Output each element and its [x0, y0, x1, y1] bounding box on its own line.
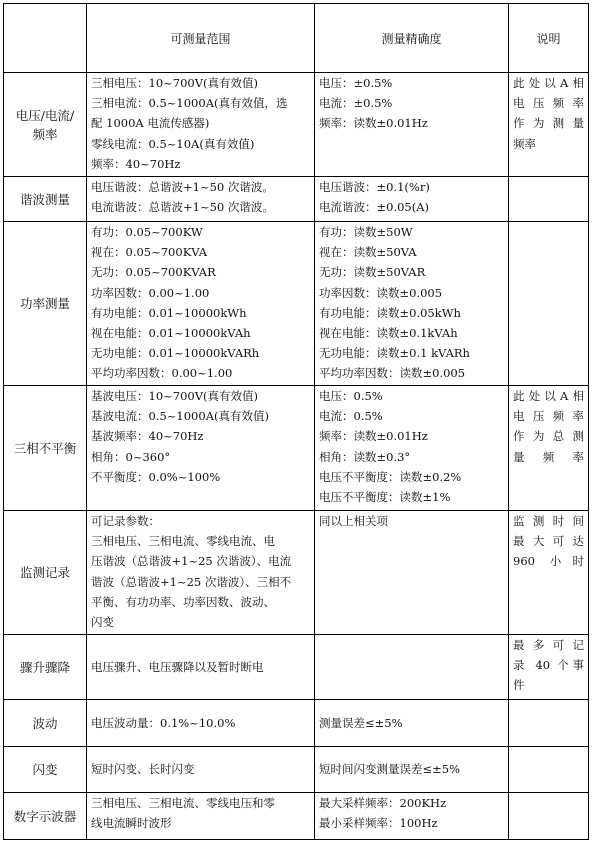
row-note — [509, 635, 589, 700]
accuracy-line: 同以上相关项 — [319, 514, 388, 528]
category_lines-line: 波动 — [32, 715, 58, 731]
row-range — [87, 700, 315, 747]
row-range — [87, 747, 315, 793]
range-line: 频率：40~70Hz — [91, 156, 181, 171]
range-line: 短时闪变、长时闪变 — [91, 762, 195, 777]
row-accuracy — [315, 793, 509, 840]
row-note — [509, 511, 589, 635]
category_lines-line: 监测记录 — [19, 565, 70, 580]
row-note — [509, 177, 589, 222]
row-category — [4, 222, 87, 386]
accuracy-line: 电压：±0.5% — [319, 76, 393, 90]
accuracy-line: 无功：读数±50VAR — [319, 265, 426, 280]
note-line: 频率 — [513, 136, 536, 151]
accuracy-line: 最小采样频率：100Hz — [319, 816, 438, 831]
row-range — [87, 386, 315, 511]
note-line: 最大可达 — [513, 534, 584, 549]
row-accuracy — [315, 386, 509, 511]
table-row — [4, 222, 589, 386]
category_lines-line: 谐波测量 — [19, 191, 70, 207]
row-note — [509, 386, 589, 511]
row-accuracy — [315, 700, 509, 747]
accuracy-line: 电压不平衡度：读数±1% — [319, 490, 451, 505]
range-line: 有功：0.05~700KW — [91, 225, 203, 239]
accuracy-line: 有功：读数±50W — [319, 225, 413, 239]
accuracy-line: 视在：读数±50VA — [319, 245, 417, 260]
accuracy-line: 电压不平衡度：读数±0.2% — [319, 469, 462, 484]
table-row — [4, 793, 589, 840]
range-line: 功率因数：0.00~1.00 — [91, 285, 210, 300]
accuracy-line: 电压谐波：±0.1(%r) — [319, 180, 430, 194]
range-line: 基波频率：40~70Hz — [91, 429, 204, 444]
category_lines-line: 数字示波器 — [13, 808, 77, 824]
row-range — [87, 177, 315, 222]
range-line: 电压波动量：0.1%~10.0% — [91, 715, 236, 730]
accuracy-line: 电流：±0.5% — [319, 96, 393, 111]
accuracy-line: 有功电能：读数±0.05kWh — [319, 305, 461, 320]
table-row — [4, 386, 589, 511]
range-line: 平均功率因数：0.00~1.00 — [91, 366, 233, 381]
accuracy-line: 频率：读数±0.01Hz — [319, 116, 428, 131]
table-row — [4, 511, 589, 635]
row-range — [87, 222, 315, 386]
row-range — [87, 511, 315, 635]
row-accuracy — [315, 73, 509, 177]
header-accuracy: 测量精确度 — [315, 4, 509, 73]
accuracy-line: 相角：读数±0.3° — [319, 449, 411, 464]
row-note — [509, 793, 589, 840]
range-line: 电压骤升、电压骤降以及暂时断电 — [91, 659, 264, 674]
table-row — [4, 635, 589, 700]
row-category — [4, 793, 87, 840]
row-category — [4, 511, 87, 635]
note-line: 此处以A相 — [513, 76, 584, 90]
note-line: 960 小时 — [513, 554, 584, 569]
note-line: 此处以A相 — [513, 389, 584, 403]
row-category — [4, 177, 87, 222]
range-line: 可记录参数： — [91, 514, 160, 528]
range-line: 电流谐波：总谐波+1~50 次谐波。 — [91, 200, 274, 215]
accuracy-line: 视在电能：读数±0.1kVAh — [319, 326, 458, 341]
accuracy-line: 无功电能：读数±0.1 kVARh — [319, 346, 470, 361]
range-line: 视在电能：0.01~10000kVAh — [91, 326, 251, 341]
row-accuracy — [315, 747, 509, 793]
range-line: 视在：0.05~700KVA — [91, 245, 208, 260]
note-line: 最多可记 — [513, 638, 584, 652]
range-line: 电压谐波：总谐波+1~50 次谐波。 — [91, 180, 274, 194]
row-note — [509, 222, 589, 386]
category_lines-line: 闪变 — [32, 762, 58, 777]
table-row — [4, 700, 589, 747]
accuracy-line: 功率因数：读数±0.005 — [319, 285, 443, 300]
row-accuracy — [315, 177, 509, 222]
row-category — [4, 700, 87, 747]
range-line: 压谐波（总谐波+1~25 次谐波）、电流 — [91, 554, 292, 569]
range-line: 基波电压：10~700V(真有效值) — [91, 389, 258, 403]
note-line: 作为测量 — [513, 116, 584, 131]
range-line: 不平衡度：0.0%~100% — [91, 469, 221, 484]
header-note: 说明 — [509, 4, 589, 73]
range-line: 三相电流：0.5~1000A(真有效值，选 — [91, 96, 288, 111]
table-row — [4, 177, 589, 222]
row-range — [87, 635, 315, 700]
range-line: 线电流瞬时波形 — [91, 816, 172, 831]
range-line: 无功电能：0.01~10000kVARh — [91, 346, 260, 361]
accuracy-line: 测量误差≤±5% — [319, 715, 403, 730]
accuracy-line: 电压：0.5% — [319, 389, 383, 403]
range-line: 无功：0.05~700KVAR — [91, 265, 216, 280]
range-line: 谐波（总谐波+1~25 次谐波）、三相不 — [91, 574, 292, 589]
header-row — [4, 4, 589, 73]
accuracy-line: 电流：0.5% — [319, 409, 383, 424]
category_lines-line: 功率测量 — [19, 296, 70, 311]
note-line: 量频率 — [513, 449, 584, 464]
accuracy-line: 频率：读数±0.01Hz — [319, 429, 428, 444]
accuracy-line: 电流谐波：±0.05(A) — [319, 200, 430, 215]
range-line: 平衡、有功功率、功率因数、波动、 — [91, 594, 275, 609]
row-accuracy — [315, 635, 509, 700]
note-line: 作为总测 — [513, 429, 584, 444]
note-line: 电压频率 — [513, 409, 584, 424]
accuracy-line: 平均功率因数：读数±0.005 — [319, 366, 466, 381]
row-range — [87, 793, 315, 840]
row-category — [4, 386, 87, 511]
range-line: 三相电压、三相电流、零线电流、电 — [91, 534, 275, 549]
row-category — [4, 635, 87, 700]
spec-table — [3, 3, 589, 840]
range-line: 三相电压、三相电流、零线电压和零 — [91, 796, 275, 810]
range-line: 有功电能：0.01~10000kWh — [91, 305, 247, 320]
row-accuracy — [315, 222, 509, 386]
row-range — [87, 73, 315, 177]
range-line: 三相电压：10~700V(真有效值) — [91, 76, 258, 90]
table-row — [4, 747, 589, 793]
category_lines-line: 电压/电流/ — [15, 107, 75, 123]
category_lines-line: 骤升骤降 — [19, 659, 70, 675]
note-line: 监测时间 — [513, 514, 584, 528]
row-category — [4, 73, 87, 177]
row-note — [509, 700, 589, 747]
range-line: 零线电流：0.5~10A(真有效值) — [91, 136, 255, 151]
header-range: 可测量范围 — [87, 4, 315, 73]
accuracy-line: 短时间闪变测量误差≤±5% — [319, 762, 461, 777]
category_lines-line: 频率 — [32, 126, 58, 142]
row-note — [509, 747, 589, 793]
range-line: 闪变 — [91, 615, 114, 630]
category_lines-line: 三相不平衡 — [13, 440, 77, 456]
table-row — [4, 73, 589, 177]
note-line: 录 40 个事 — [513, 658, 584, 673]
header-category — [4, 4, 87, 73]
range-line: 相角：0~360° — [91, 449, 171, 464]
note-line: 件 — [513, 678, 525, 693]
row-accuracy — [315, 511, 509, 635]
accuracy-line: 最大采样频率：200KHz — [319, 796, 447, 810]
note-line: 电压频率 — [513, 96, 584, 111]
range-line: 基波电流：0.5~1000A(真有效值) — [91, 409, 269, 424]
row-note — [509, 73, 589, 177]
row-category — [4, 747, 87, 793]
range-line: 配 1000A 电流传感器) — [91, 116, 210, 131]
